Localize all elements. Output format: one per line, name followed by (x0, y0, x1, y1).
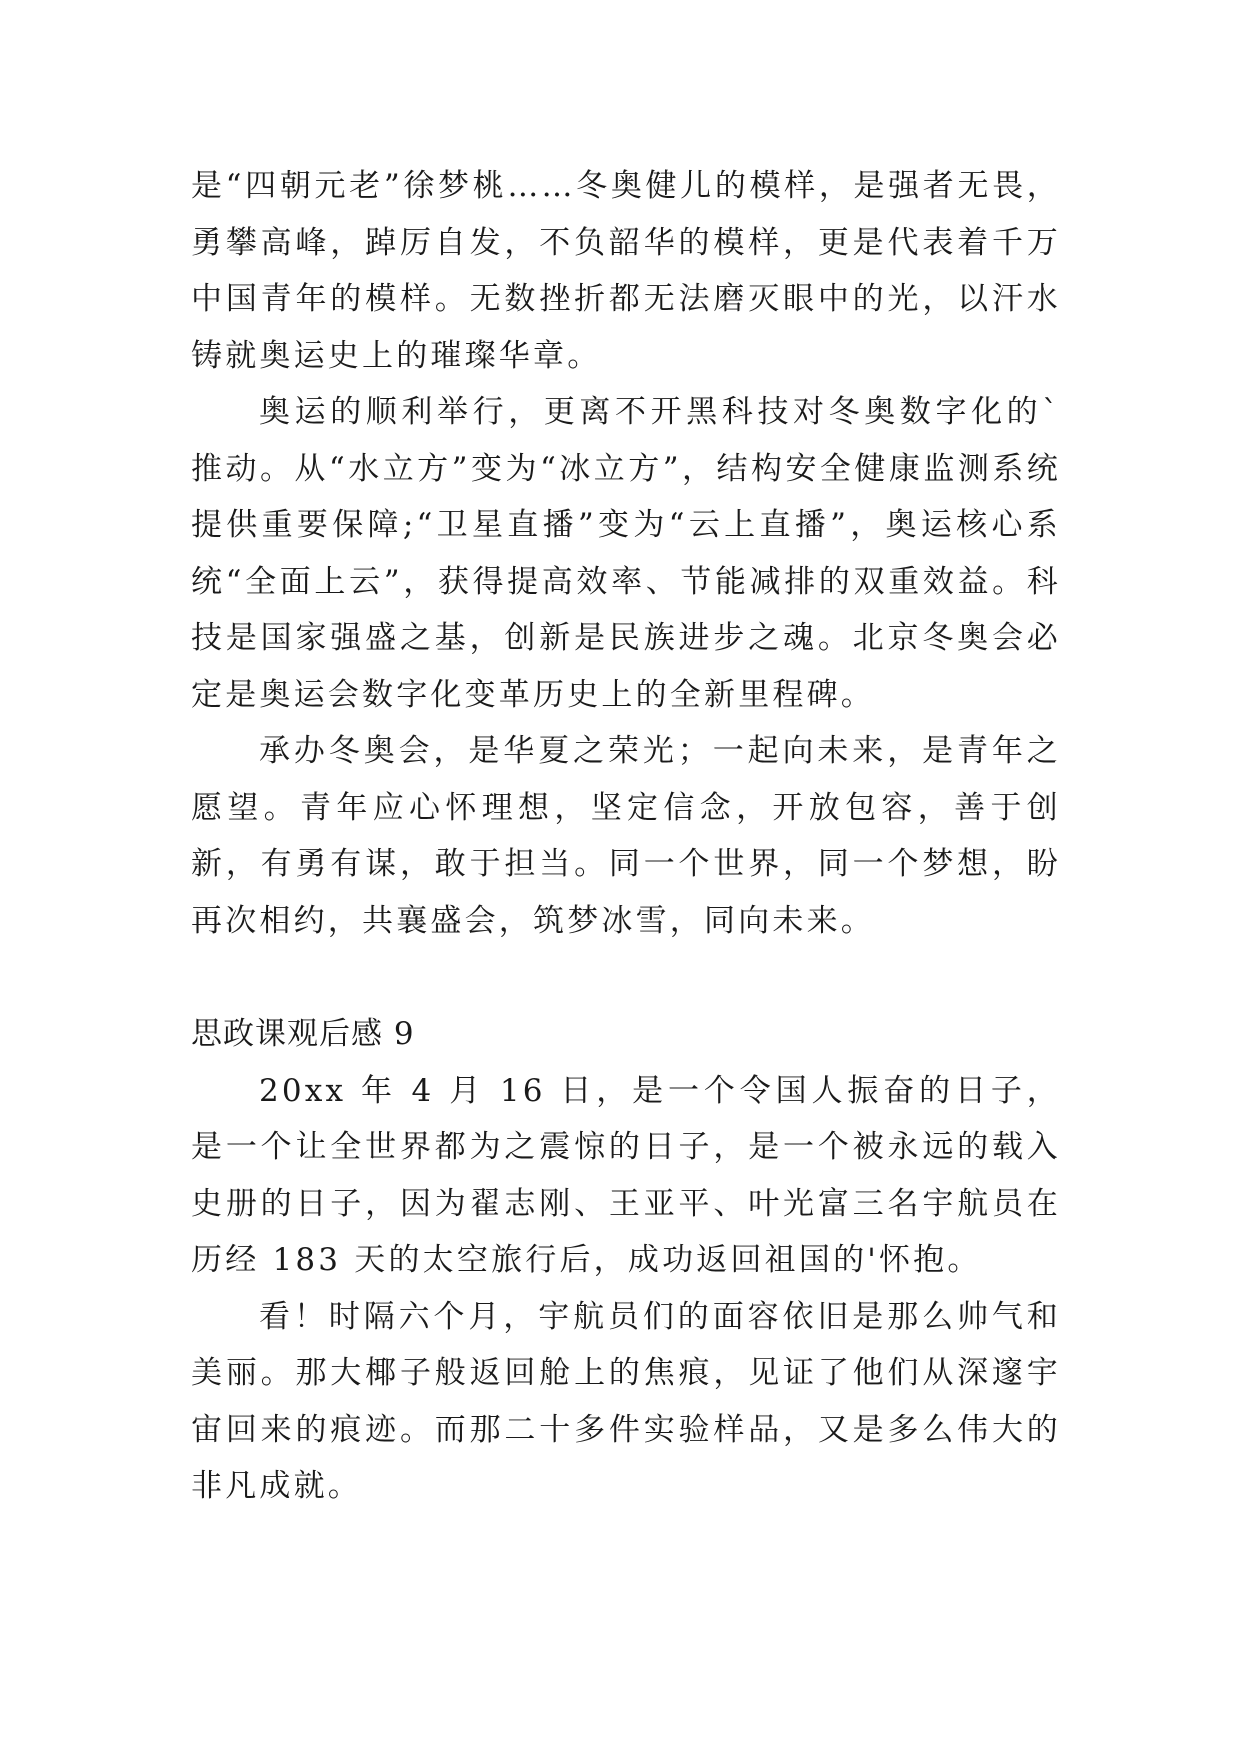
paragraph-winter-athletes: 是“四朝元老”徐梦桃……冬奥健儿的模样，是强者无畏，勇攀高峰，踔厉自发，不负韶华的模样，更是代表着千万中国青年的模样。无数挫折都无法磨灭眼中的光，以汗水铸就奥运史上的璀璨华章。 (191, 168, 1061, 374)
section-heading: 思政课观后感 9 (191, 1016, 415, 1052)
paragraph-digital-tech: 奥运的顺利举行，更离不开黑科技对冬奥数字化的`推动。从“水立方”变为“冰立方”，结构安全健康监测系统提供重要保障;“卫星直播”变为“云上直播”，奥运核心系统“全面上云”，获得提高效率、节能减排的双重效益。科技是国家强盛之基，创新是民族进步之魂。北京冬奥会必定是奥运会数字化变革历史上的全新里程碑。 (191, 394, 1061, 713)
paragraph-astronauts-return: 20xx 年 4 月 16 日，是一个令国人振奋的日子，是一个让全世界都为之震惊的日子，是一个被永远的载入史册的日子，因为翟志刚、王亚平、叶光富三名宇航员在历经 183 天的太空旅行后，成功返回祖国的'怀抱。 (191, 1072, 1061, 1278)
paragraph-future-together: 承办冬奥会，是华夏之荣光；一起向未来，是青年之愿望。青年应心怀理想，坚定信念，开放包容，善于创新，有勇有谋，敢于担当。同一个世界，同一个梦想，盼再次相约，共襄盛会，筑梦冰雪，同向未来。 (191, 733, 1061, 939)
paragraph-achievements: 看！时隔六个月，宇航员们的面容依旧是那么帅气和美丽。那大椰子般返回舱上的焦痕，见证了他们从深邃宇宙回来的痕迹。而那二十多件实验样品，又是多么伟大的非凡成就。 (191, 1298, 1061, 1504)
document-body (191, 158, 1061, 1515)
